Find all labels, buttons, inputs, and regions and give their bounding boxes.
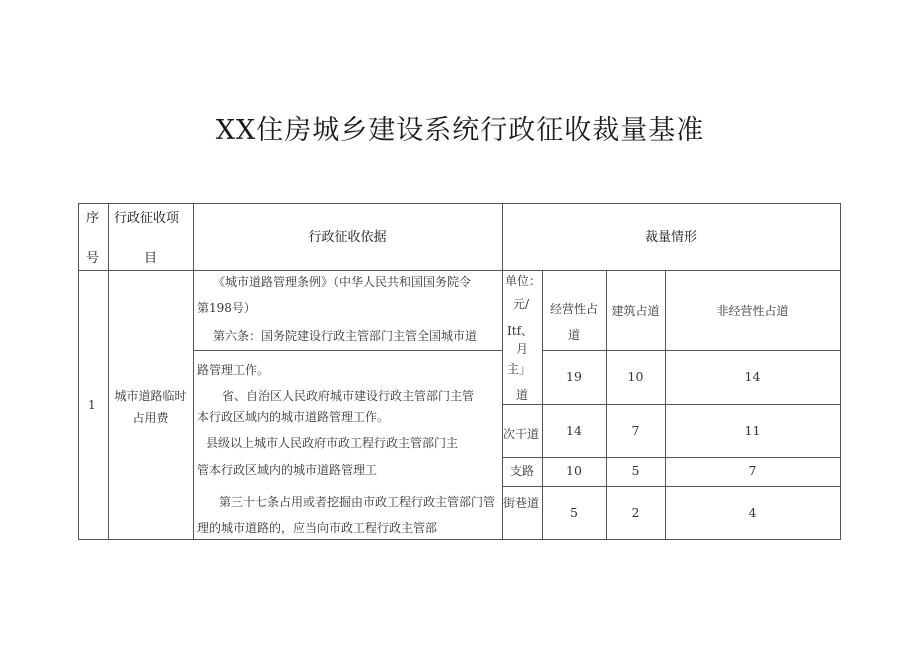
- subheader-business: 经营性占道: [549, 302, 598, 342]
- cell-main-nonbusiness: 14: [744, 369, 761, 384]
- col-divider-roadtype: [542, 270, 543, 540]
- unit-label: 单位：: [505, 274, 542, 288]
- road-type-secondary: 次干道: [503, 427, 540, 441]
- cell-secondary-nonbusiness: 11: [744, 423, 761, 438]
- row-divider-2: [502, 457, 841, 458]
- header-item-2: 目: [144, 251, 158, 266]
- basis-line: 省、自治区人民政府城市建设行政主管部门主管: [222, 389, 475, 403]
- cell-branch-nonbusiness: 7: [748, 463, 757, 478]
- row-divider-1: [502, 404, 841, 405]
- basis-line: 第六条：国务院建设行政主管部门主管全国城市道: [213, 329, 478, 343]
- cell-main-building: 10: [627, 369, 644, 384]
- cell-branch-building: 5: [631, 463, 640, 478]
- unit-label: Itf、: [507, 324, 534, 338]
- col-divider-seq: [108, 203, 109, 540]
- col-divider-item: [193, 203, 194, 540]
- row-item-1: 城市道路临时: [114, 389, 187, 403]
- cell-alley-building: 2: [631, 505, 640, 520]
- unit-label: 月: [516, 342, 529, 356]
- basis-line: 县级以上城市人民政府市政工程行政主管部门主: [206, 436, 459, 450]
- subheader-nonbusiness: 非经营性占道: [716, 304, 789, 318]
- cell-branch-business: 10: [566, 463, 582, 478]
- basis-line: 路管理工作。: [197, 363, 270, 377]
- row-seq: 1: [88, 398, 96, 412]
- basis-line: 本行政区域内的城市道路管理工作。: [197, 410, 390, 424]
- road-type-main-a: 主」: [507, 362, 532, 376]
- table-border-right: [840, 203, 841, 540]
- unit-label: 元/: [513, 297, 530, 311]
- header-item-1: 行政征收项: [114, 211, 180, 226]
- cell-alley-nonbusiness: 4: [748, 505, 757, 520]
- road-type-branch: 支路: [509, 464, 534, 478]
- row-item-2: 占用费: [132, 411, 169, 425]
- unit-label-clip: [503, 342, 541, 356]
- cell-secondary-building: 7: [631, 423, 640, 438]
- table-border-left: [78, 203, 79, 540]
- cell-secondary-business: 14: [566, 423, 582, 438]
- cell-alley-business: 5: [570, 505, 578, 520]
- basis-line: 第三十七条占用或者挖掘由市政工程行政主管部门管: [219, 495, 496, 509]
- header-seq-2: 号: [86, 251, 100, 266]
- basis-line: 理的城市道路的，应当向市政工程行政主管部: [197, 521, 438, 535]
- basis-split-line: [193, 350, 502, 351]
- subheader-building: 建筑占道: [611, 304, 660, 318]
- header-basis: 行政征收依据: [308, 230, 387, 245]
- row-divider-3: [502, 486, 841, 487]
- document-title: XX住房城乡建设系统行政征收裁量基准: [215, 115, 705, 146]
- header-discretion: 裁量情形: [644, 230, 697, 245]
- subheader-divider: [542, 350, 841, 351]
- road-type-alley: 街巷道: [503, 496, 540, 510]
- road-type-main-b: 道: [516, 388, 529, 402]
- cell-main-business: 19: [566, 369, 582, 384]
- basis-line: 管本行政区域内的城市道路管理工: [197, 463, 378, 477]
- basis-line: 第198号）: [197, 301, 256, 315]
- col-divider-basis: [502, 203, 503, 540]
- basis-line: 《城市道路管理条例》（中华人民共和国国务院令: [213, 275, 472, 289]
- header-seq-1: 序: [86, 211, 100, 226]
